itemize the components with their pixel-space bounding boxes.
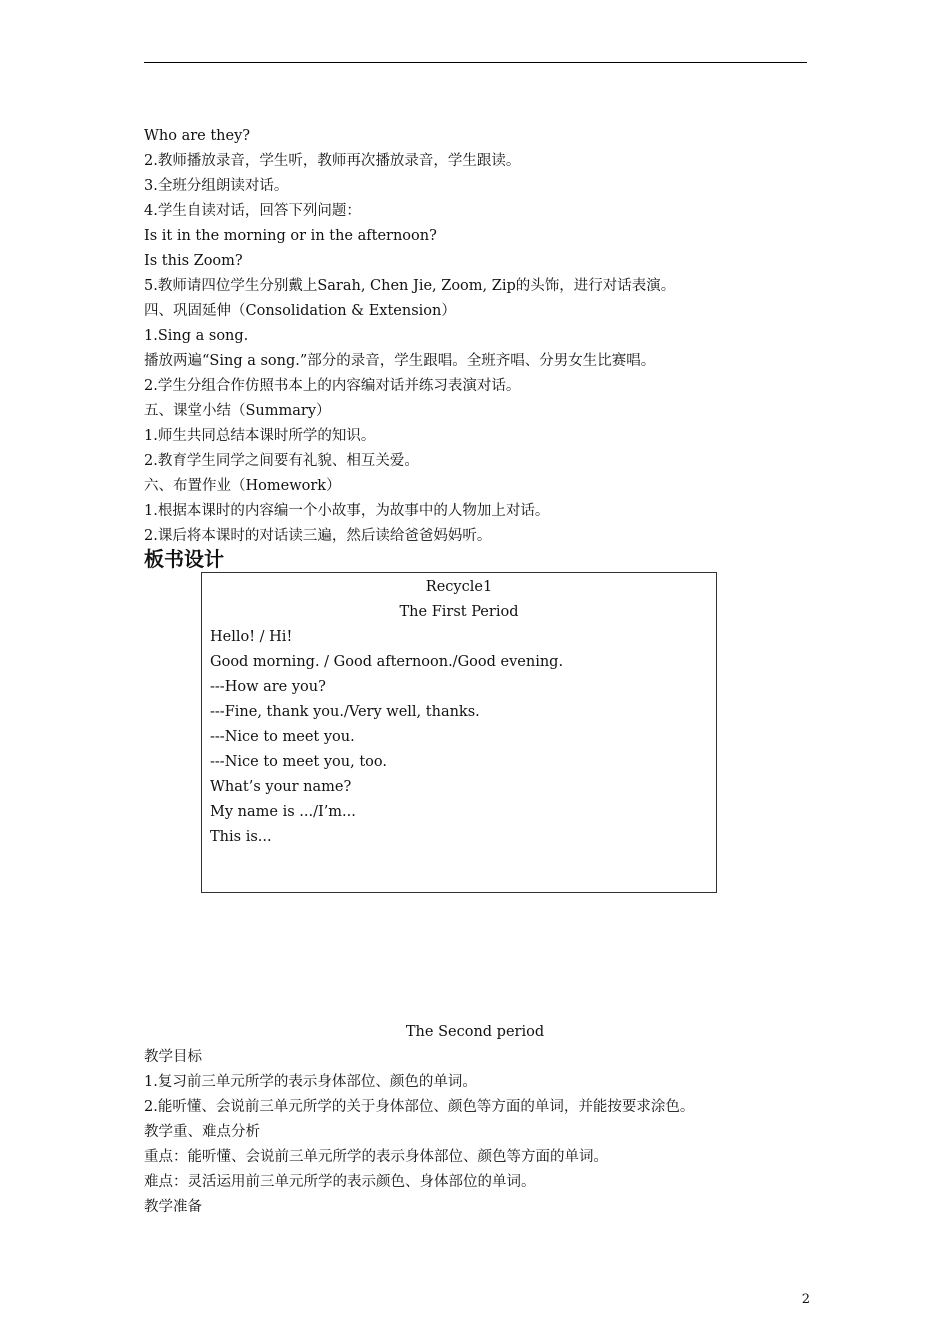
text-line: Who are they? [144, 128, 251, 144]
text-line: 2.学生分组合作仿照书本上的内容编对话并练习表演对话。 [144, 378, 521, 394]
text-line: 1.Sing a song. [144, 328, 249, 344]
blackboard-design-box [201, 572, 717, 893]
lesson-steps [144, 124, 814, 549]
section-heading: 教学目标 [144, 1049, 202, 1065]
text-line: 2.课后将本课时的对话读三遍，然后读给爸爸妈妈听。 [144, 528, 492, 544]
section-heading: 教学准备 [144, 1199, 202, 1215]
text-line: Is this Zoom? [144, 253, 243, 269]
text-line: Is it in the morning or in the afternoon? [144, 228, 437, 244]
board-line: ---Fine, thank you./Very well, thanks. [210, 704, 480, 720]
text-line: 2.教师播放录音，学生听，教师再次播放录音，学生跟读。 [144, 153, 521, 169]
text-line: 1.复习前三单元所学的表示身体部位、颜色的单词。 [144, 1074, 477, 1090]
board-line: This is... [210, 829, 272, 845]
text-line: 播放两遍“Sing a song.”部分的录音，学生跟唱。全班齐唱、分男女生比赛唱。 [144, 353, 656, 369]
text-line: 重点：能听懂、会说前三单元所学的表示身体部位、颜色等方面的单词。 [144, 1149, 608, 1165]
section-heading: 四、巩固延伸（Consolidation & Extension） [144, 303, 456, 319]
board-line: ---Nice to meet you, too. [210, 754, 387, 770]
board-line: ---Nice to meet you. [210, 729, 355, 745]
text-line: 5.教师请四位学生分别戴上Sarah, Chen Jie, Zoom, Zip的头饰，进行对话表演。 [144, 278, 676, 294]
section-heading: 教学重、难点分析 [144, 1124, 260, 1140]
board-line: Hello! / Hi! [210, 629, 293, 645]
second-period-title: The Second period [405, 1024, 545, 1040]
board-design-heading: 板书设计 [144, 547, 224, 571]
second-period-content [144, 1045, 814, 1220]
board-subtitle: The First Period [399, 604, 519, 620]
board-title: Recycle1 [425, 579, 493, 595]
board-line: ---How are you? [210, 679, 326, 695]
text-line: 3.全班分组朗读对话。 [144, 178, 289, 194]
board-line: My name is .../I’m... [210, 804, 356, 820]
text-line: 4.学生自读对话，回答下列问题： [144, 203, 361, 219]
section-heading: 五、课堂小结（Summary） [144, 403, 331, 419]
header-rule [144, 62, 807, 63]
board-line: What’s your name? [210, 779, 352, 795]
page-number: 2 [801, 1292, 810, 1307]
text-line: 2.能听懂、会说前三单元所学的关于身体部位、颜色等方面的单词，并能按要求涂色。 [144, 1099, 695, 1115]
text-line: 1.师生共同总结本课时所学的知识。 [144, 428, 376, 444]
text-line: 1.根据本课时的内容编一个小故事，为故事中的人物加上对话。 [144, 503, 550, 519]
text-line: 2.教育学生同学之间要有礼貌、相互关爱。 [144, 453, 419, 469]
board-line: Good morning. / Good afternoon./Good evening. [210, 654, 564, 670]
section-heading: 六、布置作业（Homework） [144, 478, 341, 494]
text-line: 难点：灵活运用前三单元所学的表示颜色、身体部位的单词。 [144, 1174, 536, 1190]
